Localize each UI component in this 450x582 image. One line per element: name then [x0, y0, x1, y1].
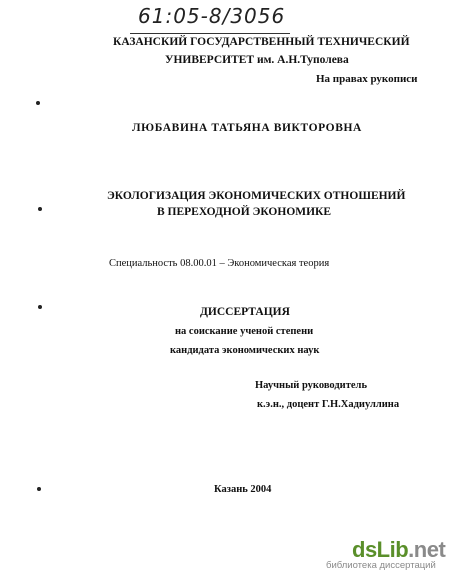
title-line-1: ЭКОЛОГИЗАЦИЯ ЭКОНОМИЧЕСКИХ ОТНОШЕНИЙ [107, 190, 406, 202]
degree-line-2: кандидата экономических наук [170, 345, 320, 356]
watermark-logo-tld: .net [408, 537, 446, 562]
specialty: Специальность 08.00.01 – Экономическая теория [109, 258, 330, 269]
underline-divider [130, 33, 290, 34]
degree-line-1: на соискание ученой степени [175, 326, 314, 337]
dissertation-heading: ДИССЕРТАЦИЯ [200, 306, 290, 318]
title-line-2: В ПЕРЕХОДНОЙ ЭКОНОМИКЕ [157, 206, 332, 218]
archive-number: 61:05-8/3056 [138, 4, 286, 28]
author-name: ЛЮБАВИНА ТАТЬЯНА ВИКТОРОВНА [132, 122, 362, 134]
watermark [326, 537, 446, 571]
margin-dot [38, 207, 42, 211]
supervisor-label: Научный руководитель [255, 380, 367, 391]
margin-dot [37, 487, 41, 491]
university-line-1: КАЗАНСКИЙ ГОСУДАРСТВЕННЫЙ ТЕХНИЧЕСКИЙ [113, 36, 410, 48]
rights-note: На правах рукописи [316, 73, 418, 85]
place-year: Казань 2004 [214, 484, 272, 495]
margin-dot [38, 305, 42, 309]
margin-dot [36, 101, 40, 105]
watermark-logo-main: dsLib [352, 537, 409, 562]
supervisor-name: к.э.н., доцент Г.Н.Хадиуллина [257, 399, 400, 410]
watermark-tagline: библиотека диссертаций [326, 560, 436, 571]
university-line-2: УНИВЕРСИТЕТ им. А.Н.Туполева [165, 54, 349, 66]
